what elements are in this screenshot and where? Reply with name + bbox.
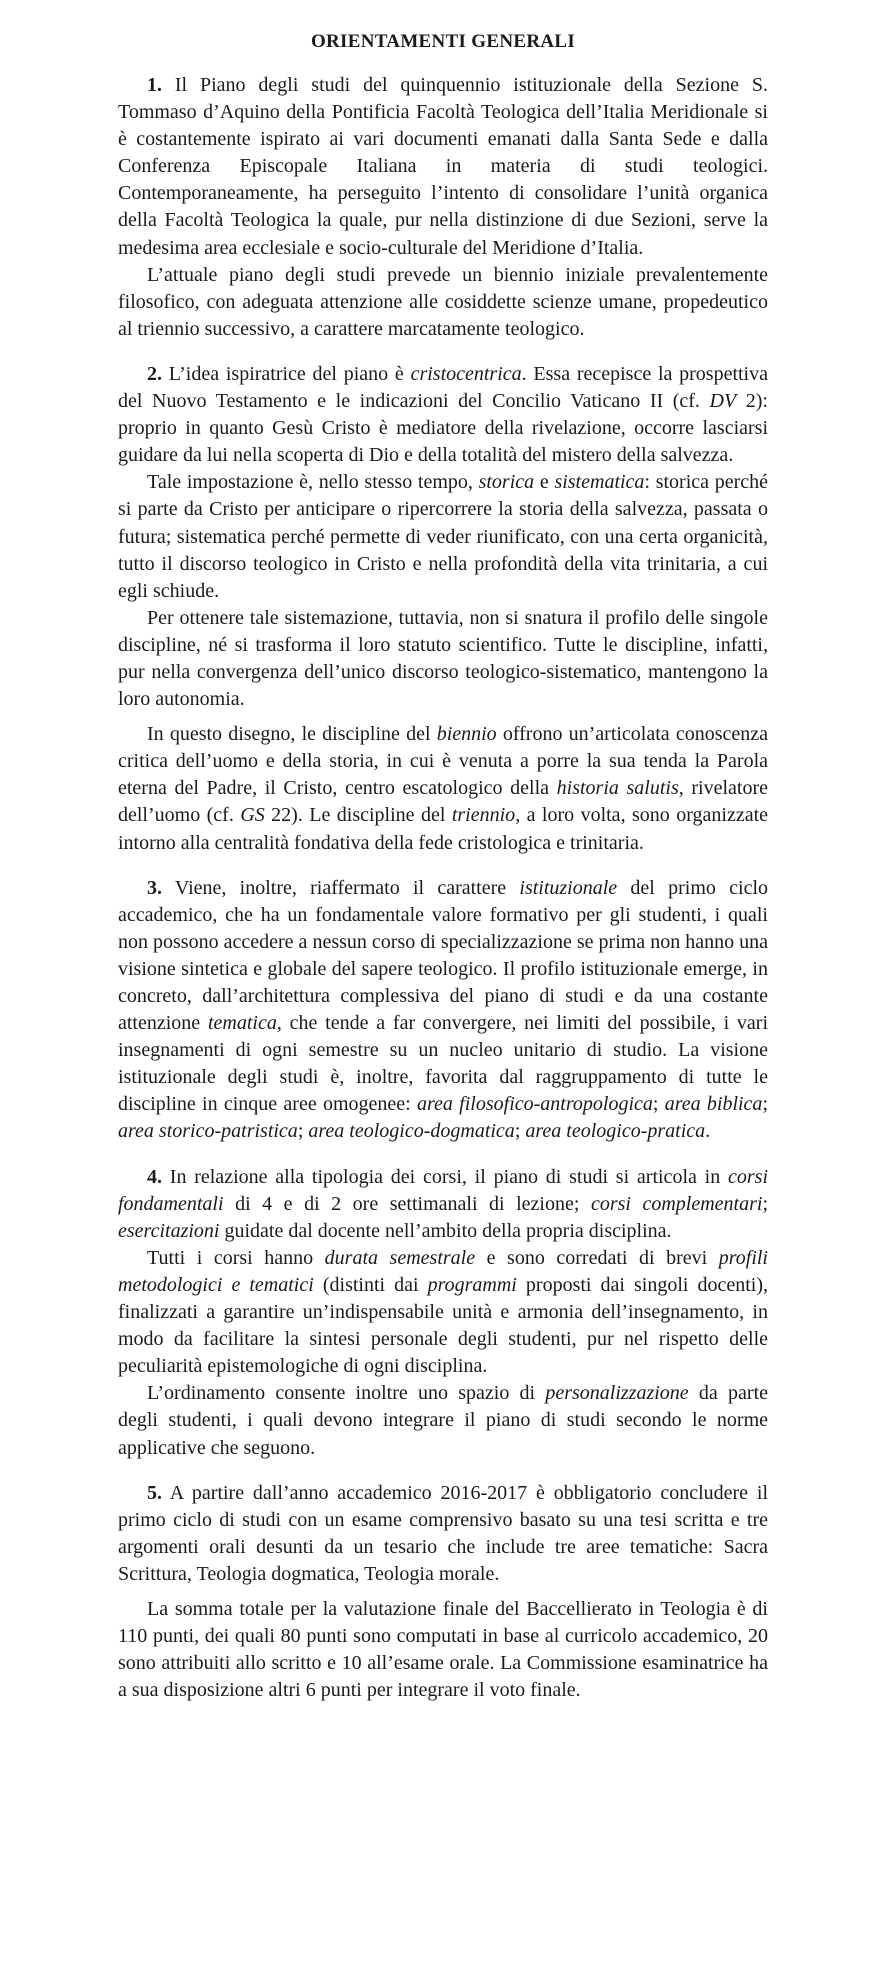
text-run: di 4 e di 2 ore settimanali di lezione; xyxy=(223,1192,591,1215)
text-run: . xyxy=(705,1120,711,1143)
section-number: 1. xyxy=(147,74,162,96)
paragraph xyxy=(118,1380,768,1461)
emphasis: tematica xyxy=(207,1012,277,1035)
emphasis: GS xyxy=(240,804,265,827)
paragraph xyxy=(118,1596,768,1704)
paragraph xyxy=(118,1480,768,1588)
emphasis: storica xyxy=(478,471,535,494)
section-number: 5. xyxy=(147,1481,162,1504)
emphasis: area filosofico-antropologica xyxy=(417,1093,653,1116)
emphasis: biennio xyxy=(436,723,497,746)
text-run: ; xyxy=(762,1093,768,1116)
text-run: , a loro volta, sono organizzate intorno alla centralità fondativa della fede cristologica e trinitaria. xyxy=(118,804,769,854)
text-run: 22). Le discipline del xyxy=(264,804,452,827)
section-number: 4. xyxy=(147,1165,162,1188)
text-run: del primo ciclo accademico, che ha un fondamentale valore formativo per gli studenti, i quali non possono accedere a nessun corso di specializzazione se prima non hanno una visione sintetica e globale del sapere teologico. Il profilo istituzionale emerge, in concreto, dall’architettura complessiva del piano di studi e da una costante attenzione xyxy=(118,876,768,1035)
paragraph xyxy=(118,721,768,856)
emphasis: programmi xyxy=(427,1273,517,1296)
text-run: L’attuale piano degli studi prevede un biennio iniziale prevalentemente filosofico, con adeguata attenzione alle cosiddette scienze umane, propedeutico al triennio successivo, a carattere marcatamente teologico. xyxy=(118,263,768,340)
text-run: offrono un’articolata conoscenza critica dell’uomo e della storia, in cui è venuta a porre la sua tenda la Parola eterna del Padre, il Cristo, centro escatologico della xyxy=(118,723,769,800)
emphasis: cristocentrica xyxy=(410,362,522,385)
paragraph xyxy=(118,361,768,469)
text-run: da parte degli studenti, i quali devono integrare il piano di studi secondo le norme applicative che seguono. xyxy=(118,1382,768,1459)
paragraph xyxy=(118,469,768,604)
text-run: L’idea ispiratrice del piano è xyxy=(162,362,411,385)
text-run: e xyxy=(534,471,555,494)
emphasis: profili metodologici e tematici xyxy=(118,1246,768,1296)
text-run: , che tende a far convergere, nei limiti del possibile, i vari insegnamenti di ogni semestre su un nucleo unitario di studio. La visione istituzionale degli studi è, inoltre, favorita dal raggruppamento di tutte le discipline in cinque aree omogenee: xyxy=(118,1012,768,1116)
text-run: In questo disegno, le discipline del xyxy=(147,723,437,746)
text-run: Per ottenere tale sistemazione, tuttavia, non si snatura il profilo delle singole discipline, né si trasforma il loro statuto scientifico. Tutte le discipline, infatti, pur nella convergenza dell’unico discorso teologico-sistematico, mantengono la loro autonomia. xyxy=(118,606,768,711)
paragraph xyxy=(118,72,768,262)
text-run: Tutti i corsi hanno xyxy=(147,1246,325,1269)
paragraph xyxy=(118,262,768,343)
section-number: 3. xyxy=(147,876,162,899)
page-title: ORIENTAMENTI GENERALI xyxy=(310,31,576,52)
text-run: Viene, inoltre, riaffermato il carattere xyxy=(162,876,520,899)
text-run: L’ordinamento consente inoltre uno spazio di xyxy=(147,1382,546,1405)
emphasis: corsi complementari xyxy=(590,1192,763,1215)
emphasis: historia salutis xyxy=(556,777,679,800)
text-run: ; xyxy=(514,1120,526,1143)
paragraph xyxy=(118,875,768,1146)
text-run: , rivelatore dell’uomo (cf. xyxy=(118,777,768,827)
paragraph xyxy=(118,1164,768,1245)
text-run: Tale impostazione è, nello stesso tempo, xyxy=(147,471,479,494)
text-run: guidate dal docente nell’ambito della propria disciplina. xyxy=(219,1219,672,1242)
emphasis: sistematica xyxy=(554,471,645,494)
emphasis: area teologico-pratica xyxy=(525,1120,706,1143)
emphasis: personalizzazione xyxy=(545,1382,689,1405)
text-run: Il Piano degli studi del quinquennio istituzionale della Sezione S. Tommaso d’Aquino della Pontificia Facoltà Teologica dell’Italia Meridionale si è costantemente ispirato ai vari documenti emanati dalla Santa Sede e dalla Conferenza Episcopale Italiana in materia di studi teologici. Contemporaneamente, ha perseguito l’intento di consolidare l’unità organica della Facoltà Teologica la quale, pur nella distinzione di due Sezioni, serve la medesima area ecclesiale e socio-culturale del Meridione d’Italia. xyxy=(118,74,768,259)
text-run: ; xyxy=(762,1192,768,1215)
emphasis: area teologico-dogmatica xyxy=(308,1120,515,1143)
emphasis: DV xyxy=(709,390,737,413)
emphasis: durata semestrale xyxy=(324,1246,476,1269)
text-run: 2): proprio in quanto Gesù Cristo è mediatore della rivelazione, occorre lasciarsi guidare da lui nella scoperta di Dio e della totalità del mistero della salvezza. xyxy=(118,390,768,467)
emphasis: corsi fondamentali xyxy=(118,1165,768,1215)
text-run: : storica perché si parte da Cristo per anticipare o ripercorrere la storia della salvezza, passata o futura; sistematica perché permette di veder riunificato, con una certa organicità, tutto il discorso teologico in Cristo e nella profondità della vita trinitaria, a cui egli schiude. xyxy=(118,471,768,602)
text-run: In relazione alla tipologia dei corsi, il piano di studi si articola in xyxy=(162,1165,728,1188)
text-run: proposti dai singoli docenti), finalizzati a garantire un’indispensabile unità e armonia dell’insegnamento, in modo da facilitare la sintesi personale degli studenti, pur nel rispetto delle peculiarità epistemologiche di ogni disciplina. xyxy=(118,1273,768,1378)
text-run: A partire dall’anno accademico 2016-2017 è obbligatorio concludere il primo ciclo di studi con un esame comprensivo basato su una tesi scritta e tre argomenti orali desunti da un tesario che include tre aree tematiche: Sacra Scrittura, Teologia dogmatica, Teologia morale. xyxy=(118,1481,768,1585)
document-page xyxy=(118,0,768,1704)
paragraph xyxy=(118,1245,768,1380)
text-run: ; xyxy=(297,1120,309,1143)
text-run: (distinti dai xyxy=(313,1273,428,1296)
body-text xyxy=(118,72,768,1704)
text-run: ; xyxy=(652,1093,665,1116)
emphasis: area biblica xyxy=(664,1093,763,1116)
text-run: e sono corredati di brevi xyxy=(475,1246,719,1269)
text-run: . Essa recepisce la prospettiva del Nuovo Testamento e le indicazioni del Concilio Vaticano II (cf. xyxy=(118,362,768,413)
section-number: 2. xyxy=(147,362,162,385)
text-run: La somma totale per la valutazione finale del Baccellierato in Teologia è di 110 punti, dei quali 80 punti sono computati in base al curricolo accademico, 20 sono attribuiti allo scritto e 10 all’esame orale. La Commissione esaminatrice ha a sua disposizione altri 6 punti per integrare il voto finale. xyxy=(118,1597,768,1702)
emphasis: istituzionale xyxy=(519,876,618,899)
paragraph xyxy=(118,605,768,713)
emphasis: triennio xyxy=(451,804,516,827)
emphasis: area storico-patristica xyxy=(118,1120,298,1143)
emphasis: esercitazioni xyxy=(118,1219,220,1242)
